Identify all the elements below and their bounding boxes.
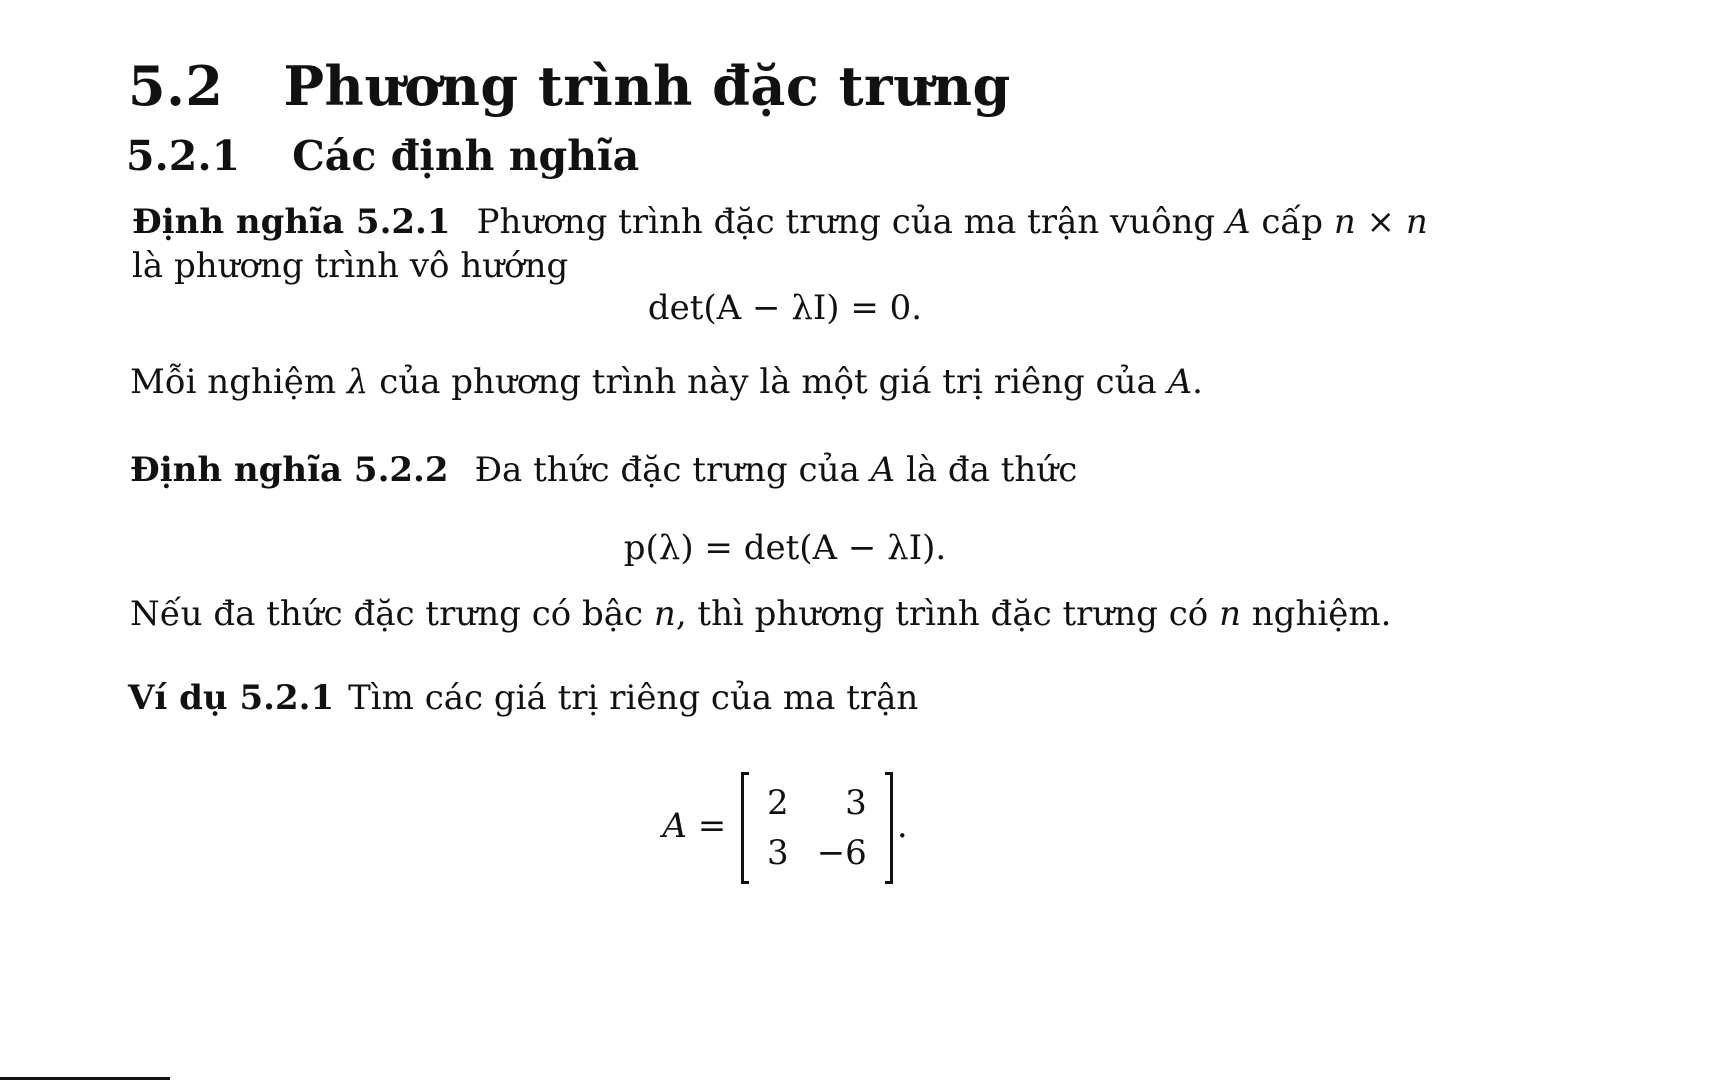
matrix-cell: 2 bbox=[767, 783, 789, 823]
definition-2-line-1 bbox=[130, 450, 1077, 490]
definition-1-text-b: cấp bbox=[1250, 202, 1334, 242]
section-title: Phương trình đặc trưng bbox=[283, 54, 1011, 118]
matrix-row bbox=[753, 828, 881, 878]
remark2-n1: n bbox=[653, 594, 676, 634]
subsection-heading bbox=[126, 132, 639, 180]
matrix-lhs: A = bbox=[662, 806, 727, 846]
matrix-table bbox=[753, 778, 881, 878]
definition-2-label: Định nghĩa 5.2.2 bbox=[130, 450, 449, 490]
definition-1-var-a: A bbox=[1226, 202, 1251, 242]
definition-1-remark bbox=[130, 362, 1203, 402]
definition-1-text-a: Phương trình đặc trưng của ma trận vuông bbox=[476, 202, 1227, 242]
definition-1-equation bbox=[0, 288, 1570, 328]
matrix-cell: 3 bbox=[767, 833, 789, 873]
definition-2-equation bbox=[0, 528, 1570, 568]
matrix-row bbox=[753, 778, 881, 828]
definition-1-dims: n × n bbox=[1333, 202, 1428, 242]
example-1-label: Ví dụ 5.2.1 bbox=[128, 678, 335, 718]
definition-1-line-1 bbox=[132, 202, 1428, 242]
bottom-rule bbox=[0, 1077, 170, 1080]
subsection-number: 5.2.1 bbox=[126, 132, 241, 180]
definition-2-var-a: A bbox=[870, 450, 896, 490]
remark-text-b: của phương trình này là một giá trị riêng của bbox=[368, 362, 1168, 402]
definition-2-text-a: Đa thức đặc trưng của bbox=[474, 450, 871, 490]
definition-1-label: Định nghĩa 5.2.1 bbox=[132, 202, 451, 242]
equation-polynomial: p(λ) = det(A − λI). bbox=[623, 528, 947, 568]
equation-det: det(A − λI) = 0. bbox=[647, 288, 923, 328]
example-1-line bbox=[128, 678, 918, 718]
remark2-text-b: , thì phương trình đặc trưng có bbox=[675, 594, 1220, 634]
example-1-matrix-equation bbox=[0, 778, 1570, 878]
section-number: 5.2 bbox=[128, 54, 224, 118]
matrix-cell: 3 bbox=[845, 783, 867, 823]
matrix-cell: −6 bbox=[816, 833, 867, 873]
remark-var-a: A bbox=[1167, 362, 1193, 402]
remark-text-a: Mỗi nghiệm bbox=[130, 362, 347, 402]
remark2-text-c: nghiệm. bbox=[1240, 594, 1392, 634]
section-heading bbox=[128, 54, 1011, 118]
definition-2-text-b: là đa thức bbox=[895, 450, 1078, 490]
remark2-text-a: Nếu đa thức đặc trưng có bậc bbox=[130, 594, 654, 634]
definition-2-remark bbox=[130, 594, 1391, 634]
remark2-n2: n bbox=[1219, 594, 1241, 634]
remark-end: . bbox=[1192, 362, 1203, 402]
example-1-text: Tìm các giá trị riêng của ma trận bbox=[348, 678, 919, 718]
matrix-brackets bbox=[741, 778, 893, 878]
matrix-end: . bbox=[896, 806, 908, 846]
subsection-title: Các định nghĩa bbox=[292, 132, 640, 180]
definition-1-line-2: là phương trình vô hướng bbox=[132, 246, 569, 286]
remark-lambda: λ bbox=[346, 362, 369, 402]
